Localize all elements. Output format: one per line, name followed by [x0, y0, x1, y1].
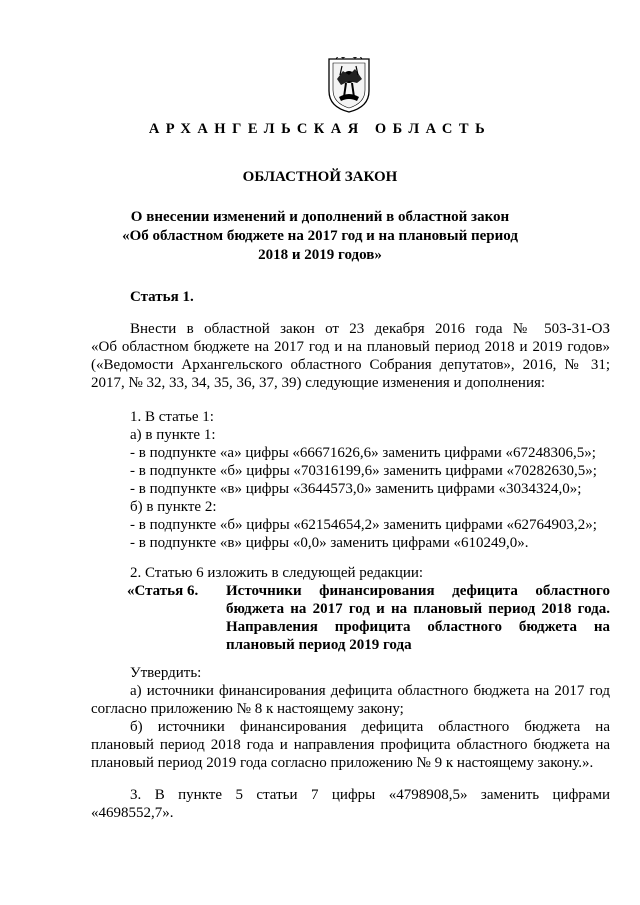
item-2-body-line: б) источники финансирования дефицита областного бюджета на: [130, 719, 610, 735]
quoted-article-title-line: Направления профицита областного бюджета на: [226, 619, 610, 635]
item-1-line: 1. В статье 1:: [130, 409, 214, 425]
item-1-line: - в подпункте «б» цифры «62154654,2» заменить цифрами «62764903,2»;: [130, 517, 597, 533]
coat-of-arms-icon: [327, 57, 371, 113]
title-line: О внесении изменений и дополнений в областной закон: [130, 209, 510, 225]
item-1-line: - в подпункте «б» цифры «70316199,6» заменить цифрами «70282630,5»;: [130, 463, 597, 479]
quoted-article-title-line: плановый период 2019 года: [226, 637, 412, 653]
item-1-line: - в подпункте «в» цифры «3644573,0» заменить цифрами «3034324,0»;: [130, 481, 582, 497]
item-1-line: - в подпункте «а» цифры «66671626,6» заменить цифрами «67248306,5»;: [130, 445, 596, 461]
item-3-line: 3. В пункте 5 статьи 7 цифры «4798908,5» заменить цифрами: [130, 787, 610, 803]
intro-line: («Ведомости Архангельского областного Собрания депутатов», 2016, № 31;: [91, 357, 610, 373]
item-2-body-line: Утвердить:: [130, 665, 202, 681]
region-name: АРХАНГЕЛЬСКАЯ ОБЛАСТЬ: [148, 121, 492, 137]
item-2-body-line: плановый период 2018 года и направления профицита областного бюджета на: [91, 737, 610, 753]
intro-line: 2017, № 32, 33, 34, 35, 36, 37, 39) следующие изменения и дополнения:: [91, 375, 546, 391]
item-1-line: а) в пункте 1:: [130, 427, 216, 443]
item-2-intro: 2. Статью 6 изложить в следующей редакции:: [130, 565, 424, 581]
item-3-line: «4698552,7».: [91, 805, 174, 821]
item-2-body-line: плановый период 2019 года согласно приложению № 9 к настоящему закону.».: [91, 755, 594, 771]
item-1-line: б) в пункте 2:: [130, 499, 217, 515]
title-line: «Об областном бюджете на 2017 год и на плановый период: [122, 228, 518, 244]
article-heading: Статья 1.: [130, 289, 194, 305]
quoted-article-label: «Статья 6.: [127, 583, 199, 599]
document-title: [110, 208, 530, 265]
quoted-article-title-line: Источники финансирования дефицита областного: [226, 583, 610, 599]
intro-line: «Об областном бюджете на 2017 год и на плановый период 2018 и 2019 годов»: [91, 339, 610, 355]
quoted-article-title-line: бюджета на 2017 год и на плановый период 2018 года.: [226, 601, 610, 617]
title-line: 2018 и 2019 годов»: [258, 247, 382, 263]
item-2-body-line: а) источники финансирования дефицита областного бюджета на 2017 год: [130, 683, 610, 699]
document-type: ОБЛАСТНОЙ ЗАКОН: [242, 169, 398, 185]
item-2-body-line: согласно приложению № 8 к настоящему закону;: [91, 701, 404, 717]
item-1-line: - в подпункте «в» цифры «0,0» заменить цифрами «610249,0».: [130, 535, 529, 551]
intro-line: Внести в областной закон от 23 декабря 2016 года № 503-31-ОЗ: [130, 321, 610, 337]
